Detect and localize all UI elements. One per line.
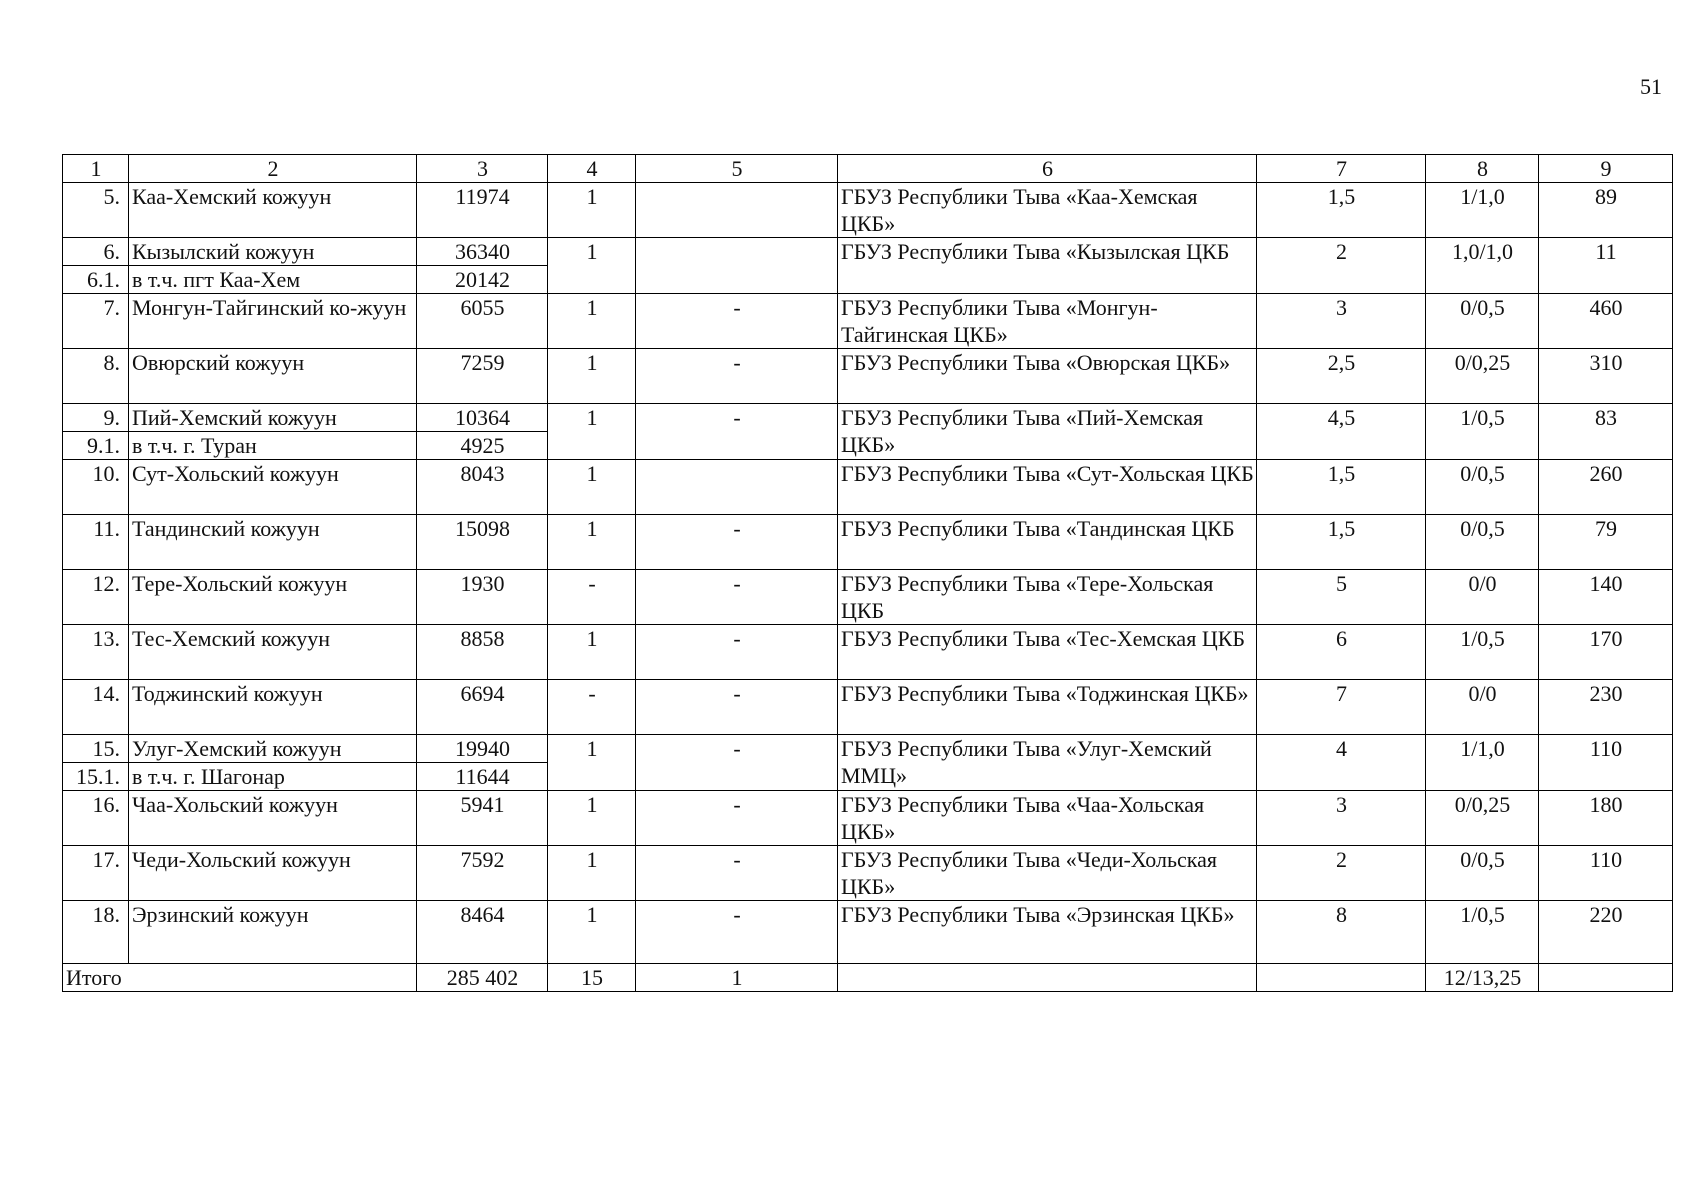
col4-cell: 1 <box>548 404 636 460</box>
col7-cell: 1,5 <box>1257 460 1426 515</box>
table-row <box>63 515 1673 570</box>
row-number: 18. <box>63 901 129 964</box>
row-number: 9. <box>63 404 129 432</box>
col7-cell: 1,5 <box>1257 515 1426 570</box>
row-number: 11. <box>63 515 129 570</box>
header-row <box>63 155 1673 183</box>
header-cell: 5 <box>636 155 838 183</box>
col8-cell: 1/0,5 <box>1426 625 1539 680</box>
district-name: Тандинский кожуун <box>129 515 417 570</box>
col4-cell: 1 <box>548 294 636 349</box>
district-name: Сут-Хольский кожуун <box>129 460 417 515</box>
population-cell: 8858 <box>417 625 548 680</box>
table-row <box>63 570 1673 625</box>
total-col8: 12/13,25 <box>1426 964 1539 992</box>
col8-cell: 1/0,5 <box>1426 901 1539 964</box>
hospital-name: ГБУЗ Республики Тыва «Каа-Хемская ЦКБ» <box>838 183 1257 238</box>
header-cell: 2 <box>129 155 417 183</box>
population-cell: 20142 <box>417 266 548 294</box>
col8-cell: 0/0,5 <box>1426 294 1539 349</box>
col7-cell: 1,5 <box>1257 183 1426 238</box>
col5-cell: - <box>636 515 838 570</box>
district-name: Тере-Хольский кожуун <box>129 570 417 625</box>
population-cell: 8464 <box>417 901 548 964</box>
total-col9 <box>1539 964 1673 992</box>
table-row <box>63 404 1673 432</box>
total-col6 <box>838 964 1257 992</box>
col4-cell: 1 <box>548 846 636 901</box>
col8-cell: 0/0 <box>1426 680 1539 735</box>
population-cell: 36340 <box>417 238 548 266</box>
table-row <box>63 183 1673 238</box>
hospital-table <box>62 154 1673 992</box>
hospital-name: ГБУЗ Республики Тыва «Улуг-Хемский ММЦ» <box>838 735 1257 791</box>
population-cell: 4925 <box>417 432 548 460</box>
header-cell: 3 <box>417 155 548 183</box>
col9-cell: 140 <box>1539 570 1673 625</box>
col5-cell: - <box>636 901 838 964</box>
table-row <box>63 680 1673 735</box>
population-cell: 19940 <box>417 735 548 763</box>
col5-cell: - <box>636 735 838 791</box>
table-row <box>63 901 1673 964</box>
col5-cell: - <box>636 404 838 460</box>
header-cell: 7 <box>1257 155 1426 183</box>
population-cell: 10364 <box>417 404 548 432</box>
population-cell: 5941 <box>417 791 548 846</box>
district-name: Чаа-Хольский кожуун <box>129 791 417 846</box>
col9-cell: 110 <box>1539 735 1673 791</box>
col5-cell <box>636 183 838 238</box>
hospital-name: ГБУЗ Республики Тыва «Эрзинская ЦКБ» <box>838 901 1257 964</box>
table-row <box>63 238 1673 266</box>
col8-cell: 0/0,25 <box>1426 349 1539 404</box>
col5-cell: - <box>636 846 838 901</box>
col8-cell: 1,0/1,0 <box>1426 238 1539 294</box>
col5-cell: - <box>636 294 838 349</box>
col4-cell: 1 <box>548 735 636 791</box>
population-cell: 11644 <box>417 763 548 791</box>
population-cell: 7259 <box>417 349 548 404</box>
table-row <box>63 460 1673 515</box>
col5-cell: - <box>636 791 838 846</box>
district-name: в т.ч. пгт Каа-Хем <box>129 266 417 294</box>
col7-cell: 3 <box>1257 294 1426 349</box>
district-name: Пий-Хемский кожуун <box>129 404 417 432</box>
col7-cell: 3 <box>1257 791 1426 846</box>
col7-cell: 6 <box>1257 625 1426 680</box>
col5-cell: - <box>636 570 838 625</box>
col8-cell: 0/0,5 <box>1426 846 1539 901</box>
page-number: 51 <box>1640 74 1662 99</box>
hospital-name: ГБУЗ Республики Тыва «Чаа-Хольская ЦКБ» <box>838 791 1257 846</box>
population-cell: 6055 <box>417 294 548 349</box>
total-population: 285 402 <box>417 964 548 992</box>
hospital-name: ГБУЗ Республики Тыва «Пий-Хемская ЦКБ» <box>838 404 1257 460</box>
col4-cell: 1 <box>548 183 636 238</box>
district-name: Улуг-Хемский кожуун <box>129 735 417 763</box>
col7-cell: 2,5 <box>1257 349 1426 404</box>
col4-cell: - <box>548 680 636 735</box>
row-number: 9.1. <box>63 432 129 460</box>
row-number: 14. <box>63 680 129 735</box>
row-number: 17. <box>63 846 129 901</box>
population-cell: 11974 <box>417 183 548 238</box>
col8-cell: 0/0 <box>1426 570 1539 625</box>
row-number: 5. <box>63 183 129 238</box>
total-col4: 15 <box>548 964 636 992</box>
col9-cell: 310 <box>1539 349 1673 404</box>
col7-cell: 2 <box>1257 846 1426 901</box>
district-name: Овюрский кожуун <box>129 349 417 404</box>
col9-cell: 83 <box>1539 404 1673 460</box>
header-cell: 8 <box>1426 155 1539 183</box>
hospital-name: ГБУЗ Республики Тыва «Овюрская ЦКБ» <box>838 349 1257 404</box>
hospital-name: ГБУЗ Республики Тыва «Тес-Хемская ЦКБ <box>838 625 1257 680</box>
row-number: 6.1. <box>63 266 129 294</box>
total-row <box>63 964 1673 992</box>
col5-cell <box>636 238 838 294</box>
col8-cell: 1/0,5 <box>1426 404 1539 460</box>
col7-cell: 5 <box>1257 570 1426 625</box>
col7-cell: 4,5 <box>1257 404 1426 460</box>
col9-cell: 220 <box>1539 901 1673 964</box>
col5-cell: - <box>636 680 838 735</box>
district-name: в т.ч. г. Шагонар <box>129 763 417 791</box>
population-cell: 6694 <box>417 680 548 735</box>
header-cell: 6 <box>838 155 1257 183</box>
col9-cell: 79 <box>1539 515 1673 570</box>
hospital-name: ГБУЗ Республики Тыва «Тере-Хольская ЦКБ <box>838 570 1257 625</box>
hospital-name: ГБУЗ Республики Тыва «Кызылская ЦКБ <box>838 238 1257 294</box>
hospital-name: ГБУЗ Республики Тыва «Сут-Хольская ЦКБ <box>838 460 1257 515</box>
district-name: Эрзинский кожуун <box>129 901 417 964</box>
row-number: 12. <box>63 570 129 625</box>
col8-cell: 1/1,0 <box>1426 735 1539 791</box>
table-row <box>63 791 1673 846</box>
col8-cell: 0/0,5 <box>1426 515 1539 570</box>
col5-cell: - <box>636 625 838 680</box>
hospital-name: ГБУЗ Республики Тыва «Монгун-Тайгинская ЦКБ» <box>838 294 1257 349</box>
col8-cell: 0/0,5 <box>1426 460 1539 515</box>
hospital-name: ГБУЗ Республики Тыва «Тандинская ЦКБ <box>838 515 1257 570</box>
col4-cell: 1 <box>548 625 636 680</box>
total-col7 <box>1257 964 1426 992</box>
col9-cell: 260 <box>1539 460 1673 515</box>
col7-cell: 4 <box>1257 735 1426 791</box>
col9-cell: 89 <box>1539 183 1673 238</box>
col4-cell: 1 <box>548 791 636 846</box>
col4-cell: 1 <box>548 349 636 404</box>
district-name: Тес-Хемский кожуун <box>129 625 417 680</box>
population-cell: 15098 <box>417 515 548 570</box>
district-name: в т.ч. г. Туран <box>129 432 417 460</box>
hospital-name: ГБУЗ Республики Тыва «Тоджинская ЦКБ» <box>838 680 1257 735</box>
col4-cell: 1 <box>548 515 636 570</box>
col9-cell: 230 <box>1539 680 1673 735</box>
row-number: 7. <box>63 294 129 349</box>
population-cell: 1930 <box>417 570 548 625</box>
col7-cell: 7 <box>1257 680 1426 735</box>
total-col5: 1 <box>636 964 838 992</box>
table-row <box>63 625 1673 680</box>
col7-cell: 2 <box>1257 238 1426 294</box>
col4-cell: - <box>548 570 636 625</box>
col8-cell: 0/0,25 <box>1426 791 1539 846</box>
table-row <box>63 294 1673 349</box>
col9-cell: 460 <box>1539 294 1673 349</box>
district-name: Чеди-Хольский кожуун <box>129 846 417 901</box>
col5-cell: - <box>636 349 838 404</box>
row-number: 15. <box>63 735 129 763</box>
row-number: 13. <box>63 625 129 680</box>
col8-cell: 1/1,0 <box>1426 183 1539 238</box>
header-cell: 1 <box>63 155 129 183</box>
col5-cell <box>636 460 838 515</box>
col7-cell: 8 <box>1257 901 1426 964</box>
col4-cell: 1 <box>548 238 636 294</box>
row-number: 8. <box>63 349 129 404</box>
col9-cell: 170 <box>1539 625 1673 680</box>
population-cell: 7592 <box>417 846 548 901</box>
row-number: 6. <box>63 238 129 266</box>
col9-cell: 11 <box>1539 238 1673 294</box>
header-cell: 9 <box>1539 155 1673 183</box>
col9-cell: 110 <box>1539 846 1673 901</box>
col4-cell: 1 <box>548 460 636 515</box>
district-name: Тоджинский кожуун <box>129 680 417 735</box>
population-cell: 8043 <box>417 460 548 515</box>
district-name: Каа-Хемский кожуун <box>129 183 417 238</box>
col9-cell: 180 <box>1539 791 1673 846</box>
hospital-name: ГБУЗ Республики Тыва «Чеди-Хольская ЦКБ» <box>838 846 1257 901</box>
district-name: Кызылский кожуун <box>129 238 417 266</box>
header-cell: 4 <box>548 155 636 183</box>
table-row <box>63 846 1673 901</box>
row-number: 16. <box>63 791 129 846</box>
row-number: 15.1. <box>63 763 129 791</box>
district-name: Монгун-Тайгинский ко-жуун <box>129 294 417 349</box>
row-number: 10. <box>63 460 129 515</box>
col4-cell: 1 <box>548 901 636 964</box>
table-row <box>63 349 1673 404</box>
total-label: Итого <box>63 964 417 992</box>
table-row <box>63 735 1673 763</box>
